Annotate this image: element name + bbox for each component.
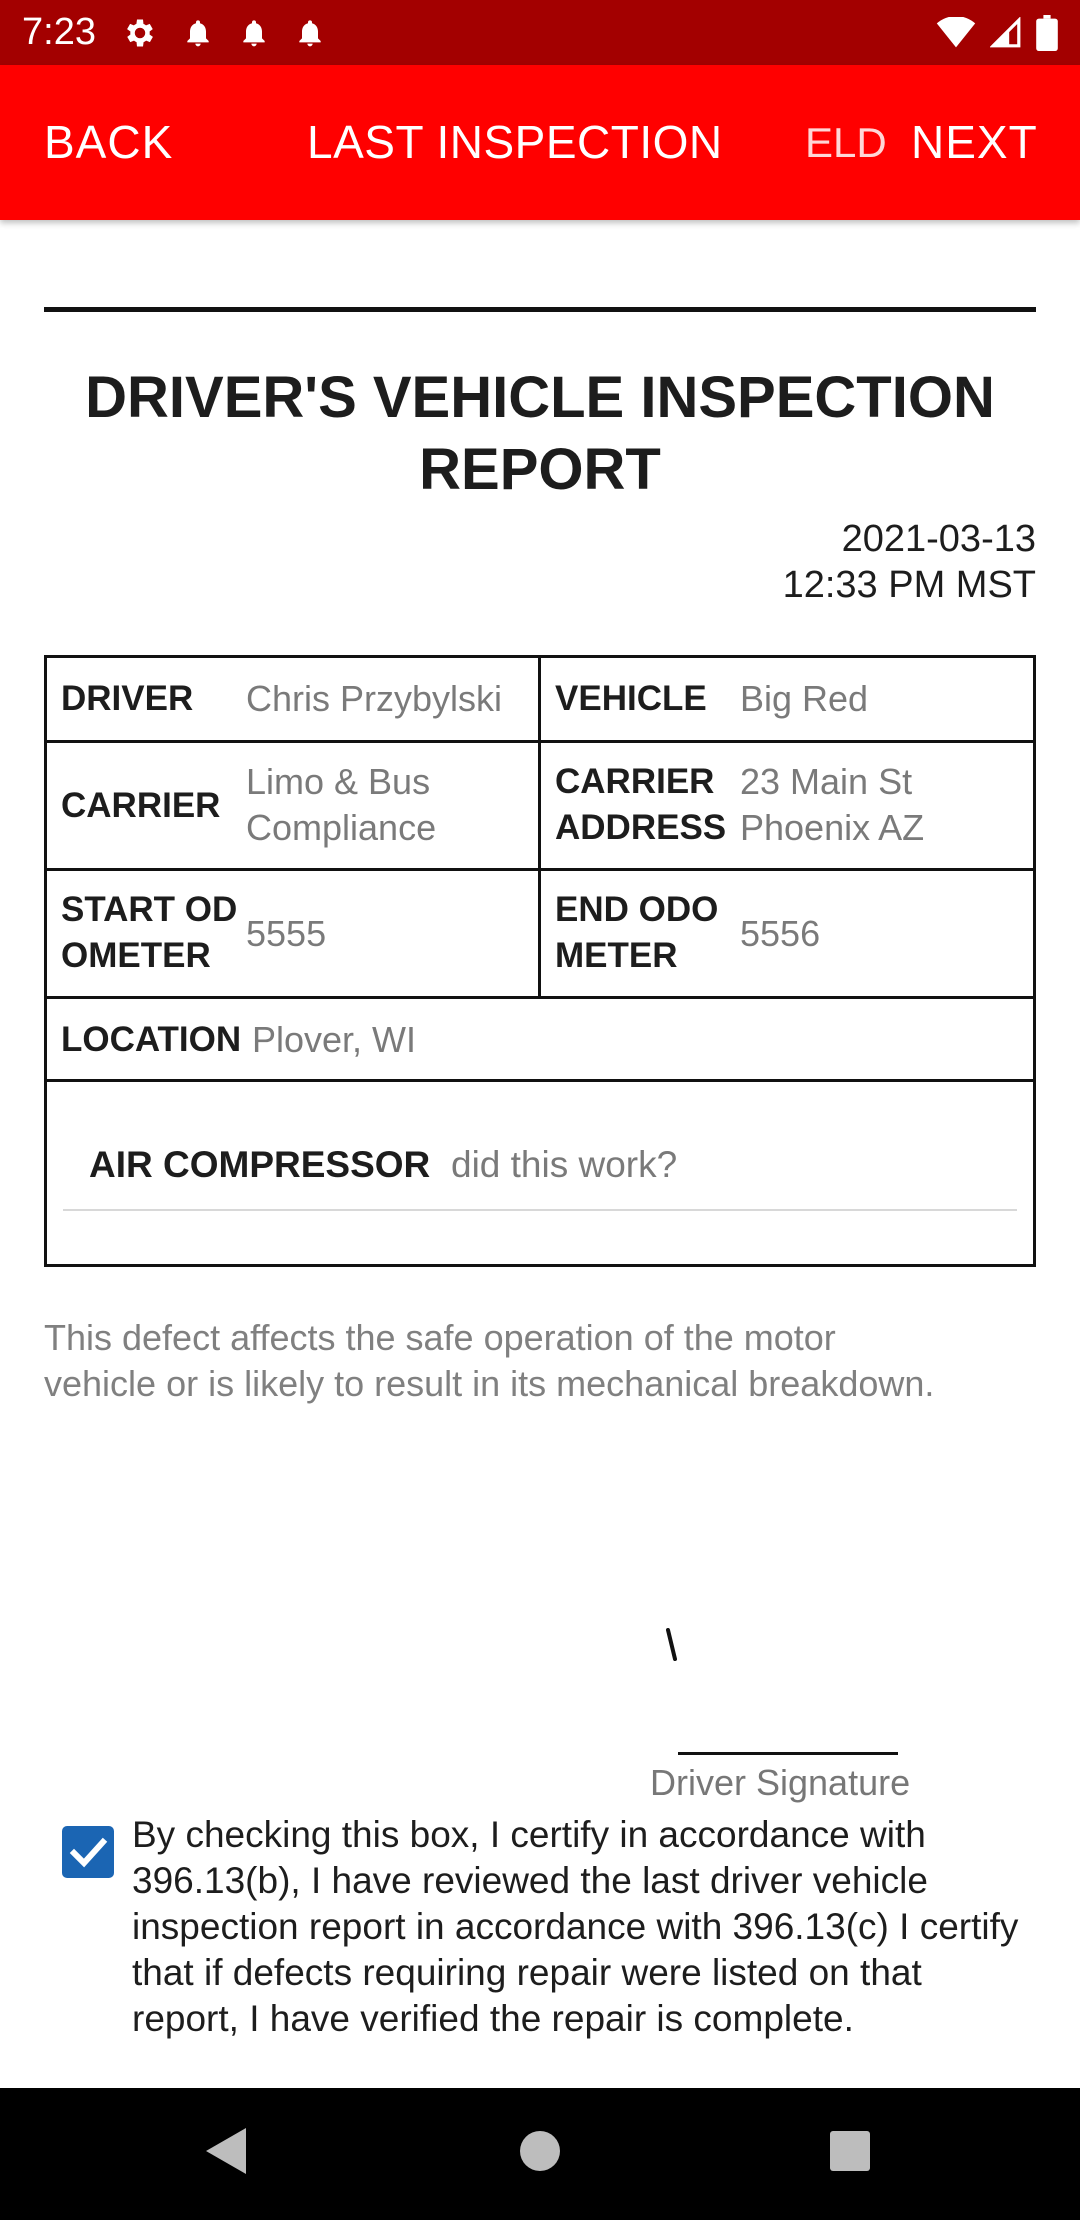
report-date: 2021-03-13	[841, 518, 1036, 560]
start-odometer-label	[61, 887, 237, 979]
carrier-value	[246, 759, 436, 851]
bell-icon	[182, 16, 214, 50]
report-time: 12:33 PM MST	[782, 564, 1036, 606]
report-title	[44, 362, 1036, 506]
back-button[interactable]: BACK	[44, 116, 174, 168]
table-row	[47, 658, 1033, 743]
recents-square-icon[interactable]	[829, 2126, 871, 2181]
certify-text: By checking this box, I certify in accordance with 396.13(b), I have reviewed the last driver vehicle inspection report in accordance with 396.13(c) I certify that if defects requiring repair were listed on that report, I have verified the repair is complete.	[132, 1814, 1019, 2039]
notification-icons	[122, 15, 326, 51]
report-datetime	[783, 516, 1036, 608]
driver-cell	[47, 658, 541, 740]
end-odometer-label-line-2: METER	[555, 936, 678, 975]
checkmark-icon	[62, 1826, 114, 1878]
next-button[interactable]: NEXT	[911, 116, 1038, 168]
start-odometer-label-line-1: START OD	[61, 890, 238, 929]
carrier-address-label-line-2: ADDRESS	[555, 808, 727, 847]
table-row	[47, 743, 1033, 871]
start-odometer-label-line-2: OMETER	[61, 936, 211, 975]
system-nav-bar	[0, 2088, 1080, 2220]
battery-icon	[1036, 15, 1058, 51]
wifi-icon	[936, 17, 976, 49]
signal-icon	[990, 17, 1022, 49]
page-title: LAST INSPECTION	[307, 116, 723, 168]
location-value: Plover, WI	[252, 1019, 417, 1060]
defect-warning-line-1: This defect affects the safe operation of the motor	[44, 1317, 836, 1358]
end-odometer-label-line-1: END ODO	[555, 890, 719, 929]
carrier-value-line-1: Limo & Bus	[246, 761, 431, 802]
carrier-address-label	[555, 759, 726, 851]
gear-icon	[122, 15, 158, 51]
app-bar	[0, 65, 1080, 220]
bell-icon	[238, 16, 270, 50]
carrier-address-value-line-2: Phoenix AZ	[740, 807, 925, 848]
vehicle-cell	[541, 658, 1033, 740]
carrier-address-label-line-1: CARRIER	[555, 762, 715, 801]
home-circle-icon[interactable]	[519, 2126, 561, 2181]
system-icons	[936, 15, 1058, 51]
start-odometer-cell	[47, 871, 541, 996]
carrier-address-value	[740, 759, 924, 851]
signature-line[interactable]	[678, 1752, 898, 1755]
defect-divider	[63, 1209, 1017, 1211]
carrier-address-value-line-1: 23 Main St	[740, 761, 913, 802]
defect-item[interactable]	[47, 1082, 1033, 1264]
status-bar	[0, 0, 1080, 65]
defect-note: did this work?	[451, 1144, 678, 1185]
vehicle-value: Big Red	[740, 678, 869, 719]
certify-checkbox[interactable]	[62, 1826, 114, 1878]
carrier-label: CARRIER	[61, 786, 221, 825]
vehicle-label: VEHICLE	[555, 679, 707, 718]
defect-warning	[44, 1315, 1044, 1407]
end-odometer-label	[555, 887, 718, 979]
end-odometer-cell	[541, 871, 1033, 996]
back-triangle-icon[interactable]	[204, 2126, 248, 2181]
defect-warning-line-2: vehicle or is likely to result in its mechanical breakdown.	[44, 1363, 935, 1404]
status-time: 7:23	[22, 11, 96, 53]
table-row	[47, 871, 1033, 999]
defect-label: AIR COMPRESSOR	[89, 1144, 431, 1185]
top-divider	[44, 307, 1036, 312]
end-odometer-value: 5556	[740, 913, 821, 954]
driver-label: DRIVER	[61, 679, 194, 718]
signature-label: Driver Signature	[650, 1762, 911, 1803]
location-label: LOCATION	[61, 1020, 242, 1059]
carrier-cell	[47, 743, 541, 868]
table-row	[47, 999, 1033, 1082]
bell-icon	[294, 16, 326, 50]
carrier-address-cell	[541, 743, 1033, 868]
report-title-line-2: REPORT	[419, 437, 661, 502]
report-title-line-1: DRIVER'S VEHICLE INSPECTION	[85, 365, 995, 430]
driver-value: Chris Przybylski	[246, 678, 503, 719]
eld-button[interactable]: ELD	[805, 119, 887, 166]
start-odometer-value: 5555	[246, 913, 327, 954]
inspection-info-table	[44, 655, 1036, 1267]
carrier-value-line-2: Compliance	[246, 807, 437, 848]
signature-stroke	[666, 1628, 678, 1662]
